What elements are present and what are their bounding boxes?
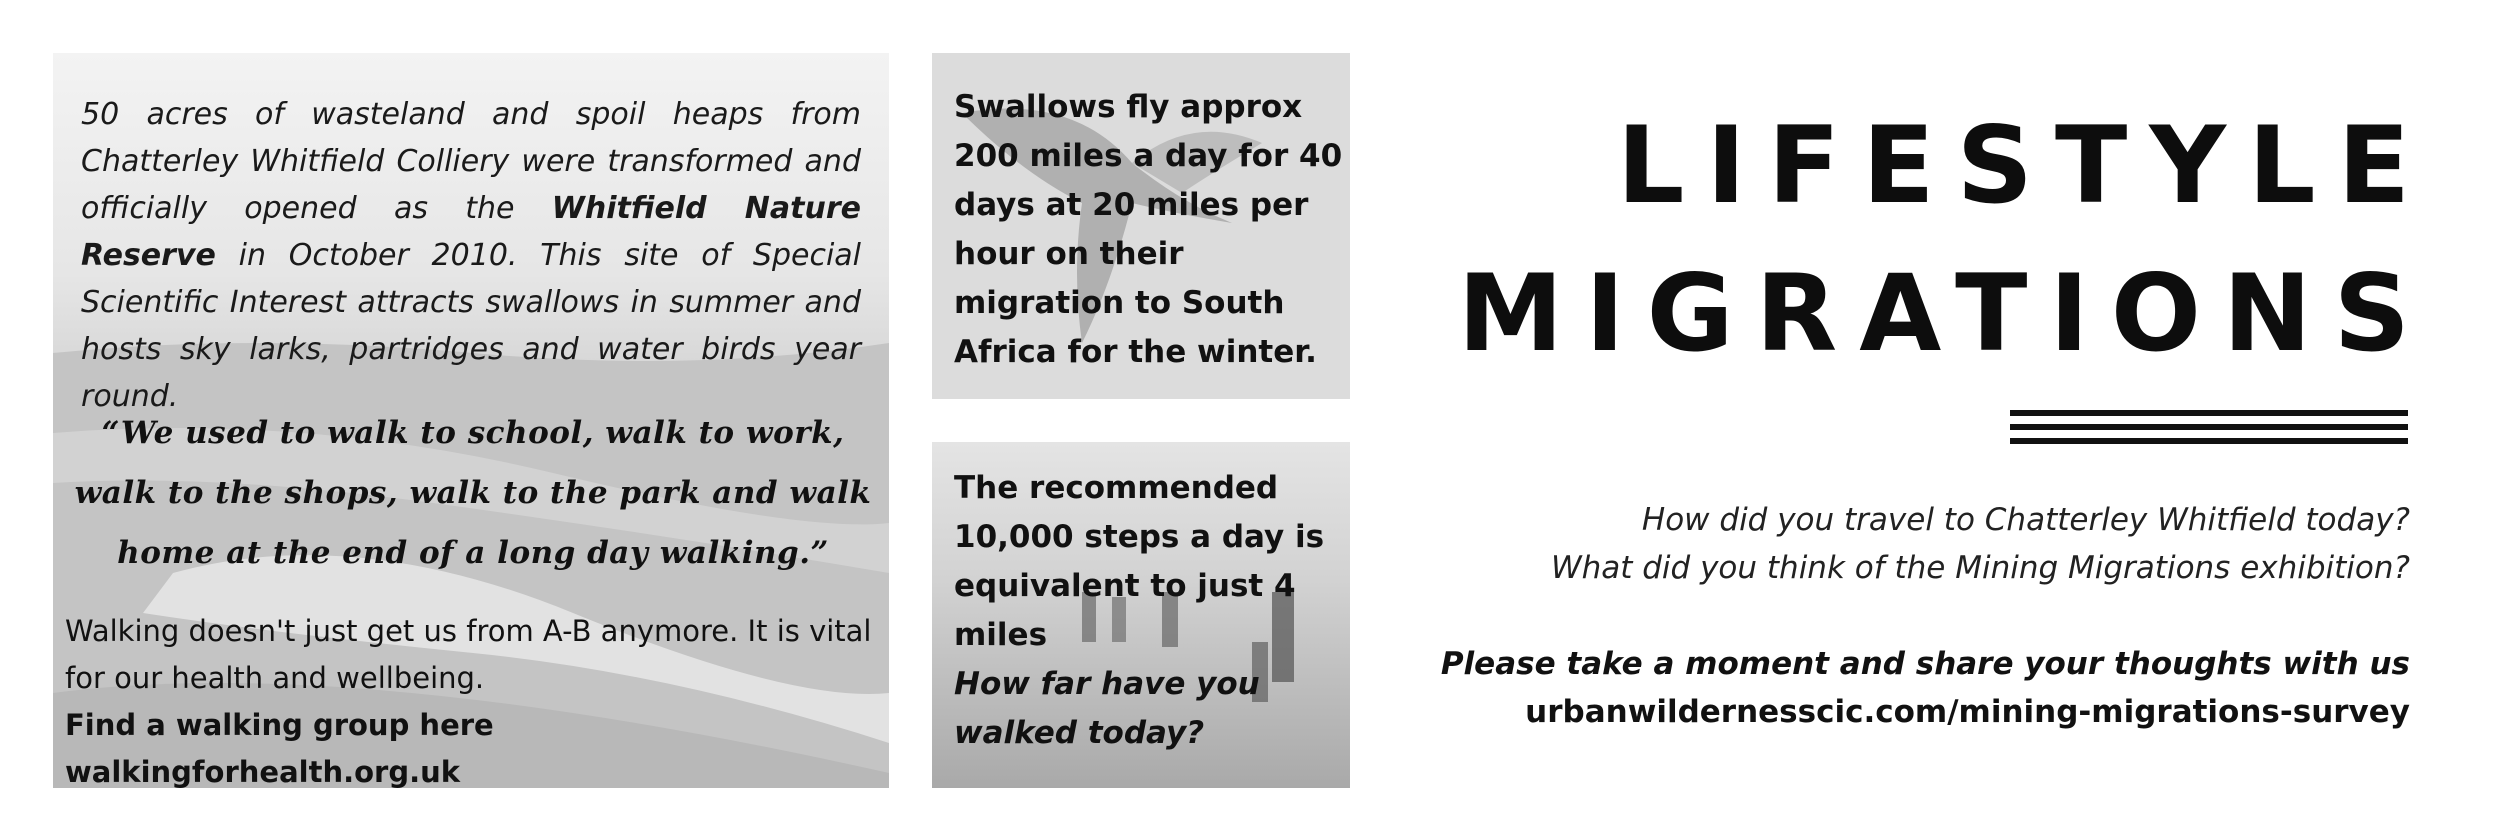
steps-fact-panel: [932, 442, 1350, 788]
nature-reserve-panel: [53, 53, 889, 788]
survey-questions: [1551, 496, 2410, 592]
walking-quote: “We used to walk to school, walk to work, walk to the shops, walk to the park and walk home at the end of a long day walking.”: [74, 415, 872, 571]
decorative-lines: [2010, 410, 2408, 452]
divider-line: [2010, 438, 2408, 444]
divider-line: [2010, 424, 2408, 430]
question-exhibition: What did you think of the Mining Migrations exhibition?: [1550, 550, 2410, 586]
title-line-2: MIGRATIONS: [1457, 252, 2432, 375]
divider-line: [2010, 410, 2408, 416]
walking-info: [65, 608, 885, 788]
page-title: [1458, 92, 2432, 388]
walking-text: Walking doesn't just get us from A-B anymore. It is vital for our health and wellbeing.: [65, 614, 872, 695]
steps-fact-text: [954, 464, 1344, 758]
steps-text: The recommended 10,000 steps a day is equivalent to just 4 miles: [954, 470, 1325, 653]
question-travel: How did you travel to Chatterley Whitfield today?: [1641, 502, 2410, 538]
reserve-intro-text: 50 acres of wasteland and spoil heaps from Chatterley Whitfield Colliery were transformed and officially opened as the Whitfield Nature Reserve in October 2010. This site of Special Scientific Interest attracts swallows in summer and hosts sky larks, partridges and water birds year round.: [81, 97, 861, 414]
swallow-fact-panel: [932, 53, 1350, 399]
walking-group-link[interactable]: Find a walking group here walkingforhealth.org.uk: [65, 708, 494, 788]
survey-prompt: Please take a moment and share your thoughts with us: [1440, 646, 2410, 682]
steps-question: How far have you walked today?: [954, 666, 1260, 751]
swallow-fact-text: Swallows fly approx 200 miles a day for 40 days at 20 miles per hour on their migration to South Africa for the winter.: [954, 89, 1343, 370]
survey-cta: [1441, 640, 2410, 736]
title-line-1: LIFESTYLE: [1616, 104, 2432, 227]
survey-link[interactable]: urbanwildernesscic.com/mining-migrations-survey: [1525, 694, 2410, 730]
